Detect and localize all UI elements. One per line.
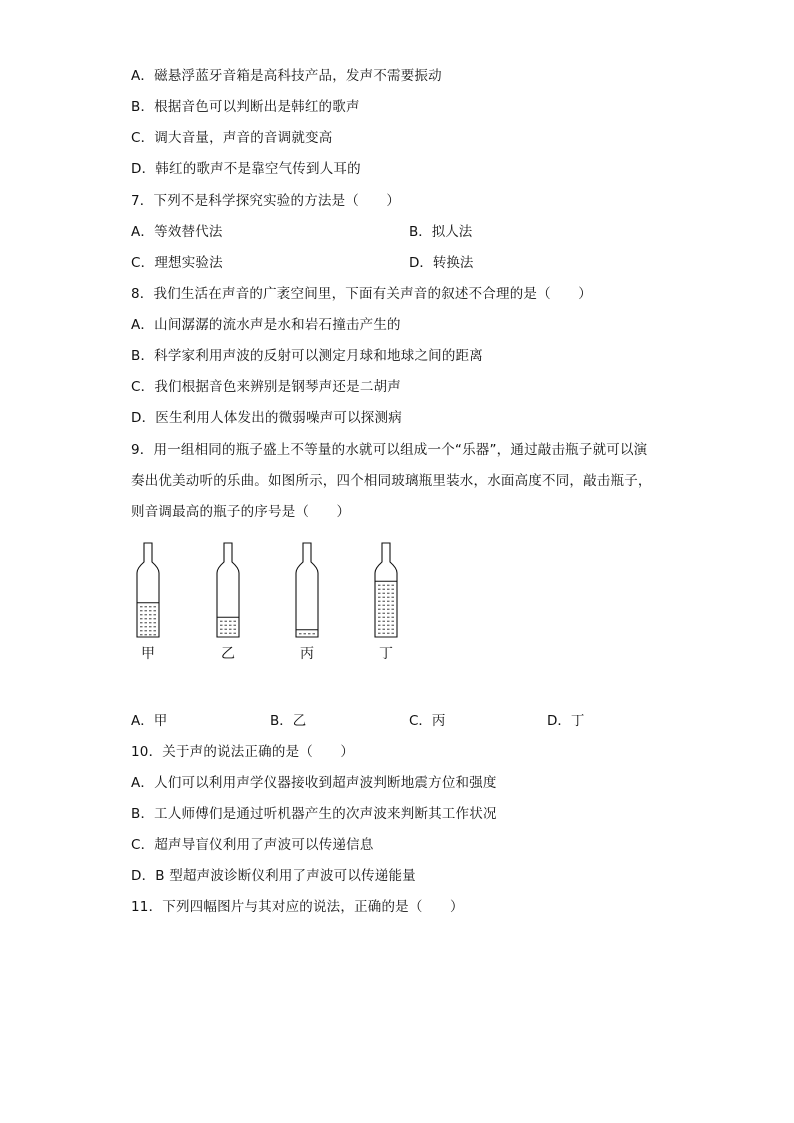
bottle-outline-bing [296, 543, 318, 637]
q9-option-c: C．丙 [409, 713, 446, 729]
bottle-outline-yi [217, 543, 239, 637]
q8-stem: 8．我们生活在声音的广袤空间里，下面有关声音的叙述不合理的是（ ） [131, 286, 592, 302]
bottle-bing [296, 543, 318, 637]
q9-stem-line1: 9．用一组相同的瓶子盛上不等量的水就可以组成一个“乐器”，通过敲击瓶子就可以演 [131, 442, 648, 458]
bottle-water-bing [296, 630, 318, 634]
bottle-ding [375, 543, 397, 637]
q9-option-d: D．丁 [547, 713, 585, 729]
bottle-label-yi: 乙 [221, 646, 235, 662]
q7-option-a: A．等效替代法 [131, 224, 223, 240]
bottles-drawing [125, 538, 425, 643]
bottle-outline-ding [375, 543, 397, 637]
q10-option-a: A．人们可以利用声学仪器接收到超声波判断地震方位和强度 [131, 775, 497, 791]
q9-option-b: B．乙 [270, 713, 307, 729]
q10-option-d: D．B 型超声波诊断仪利用了声波可以传递能量 [131, 868, 416, 884]
q6-option-b: B．根据音色可以判断出是韩红的歌声 [131, 99, 360, 115]
bottle-label-ding: 丁 [379, 646, 393, 662]
q8-option-c: C．我们根据音色来辨别是钢琴声还是二胡声 [131, 379, 401, 395]
bottle-yi [217, 543, 239, 637]
q10-stem: 10．关于声的说法正确的是（ ） [131, 744, 355, 760]
bottle-water-yi [217, 617, 239, 633]
bottle-water-jia [137, 603, 159, 635]
q8-option-d: D．医生利用人体发出的微弱噪声可以探测病 [131, 410, 402, 426]
bottle-water-ding [375, 581, 397, 633]
q9-option-a: A．甲 [131, 713, 168, 729]
q7-option-d: D．转换法 [409, 255, 474, 271]
q11-stem: 11．下列四幅图片与其对应的说法，正确的是（ ） [131, 899, 464, 915]
bottle-jia [137, 543, 159, 637]
q9-stem-line3: 则音调最高的瓶子的序号是（ ） [131, 504, 351, 520]
q10-option-c: C．超声导盲仪利用了声波可以传递信息 [131, 837, 374, 853]
q6-option-c: C．调大音量，声音的音调就变高 [131, 130, 333, 146]
q7-option-b: B．拟人法 [409, 224, 473, 240]
bottle-label-bing: 丙 [300, 646, 314, 662]
bottles-figure [125, 538, 425, 668]
q7-stem: 7．下列不是科学探究实验的方法是（ ） [131, 193, 401, 209]
bottle-label-jia: 甲 [141, 646, 155, 662]
q8-option-b: B．科学家利用声波的反射可以测定月球和地球之间的距离 [131, 348, 483, 364]
q8-option-a: A．山间潺潺的流水声是水和岩石撞击产生的 [131, 317, 401, 333]
q6-option-a: A．磁悬浮蓝牙音箱是高科技产品，发声不需要振动 [131, 68, 442, 84]
q9-stem-line2: 奏出优美动听的乐曲。如图所示，四个相同玻璃瓶里装水，水面高度不同，敲击瓶子， [131, 473, 652, 489]
q10-option-b: B．工人师傅们是通过听机器产生的次声波来判断其工作状况 [131, 806, 497, 822]
q6-option-d: D．韩红的歌声不是靠空气传到人耳的 [131, 161, 361, 177]
q7-option-c: C．理想实验法 [131, 255, 223, 271]
